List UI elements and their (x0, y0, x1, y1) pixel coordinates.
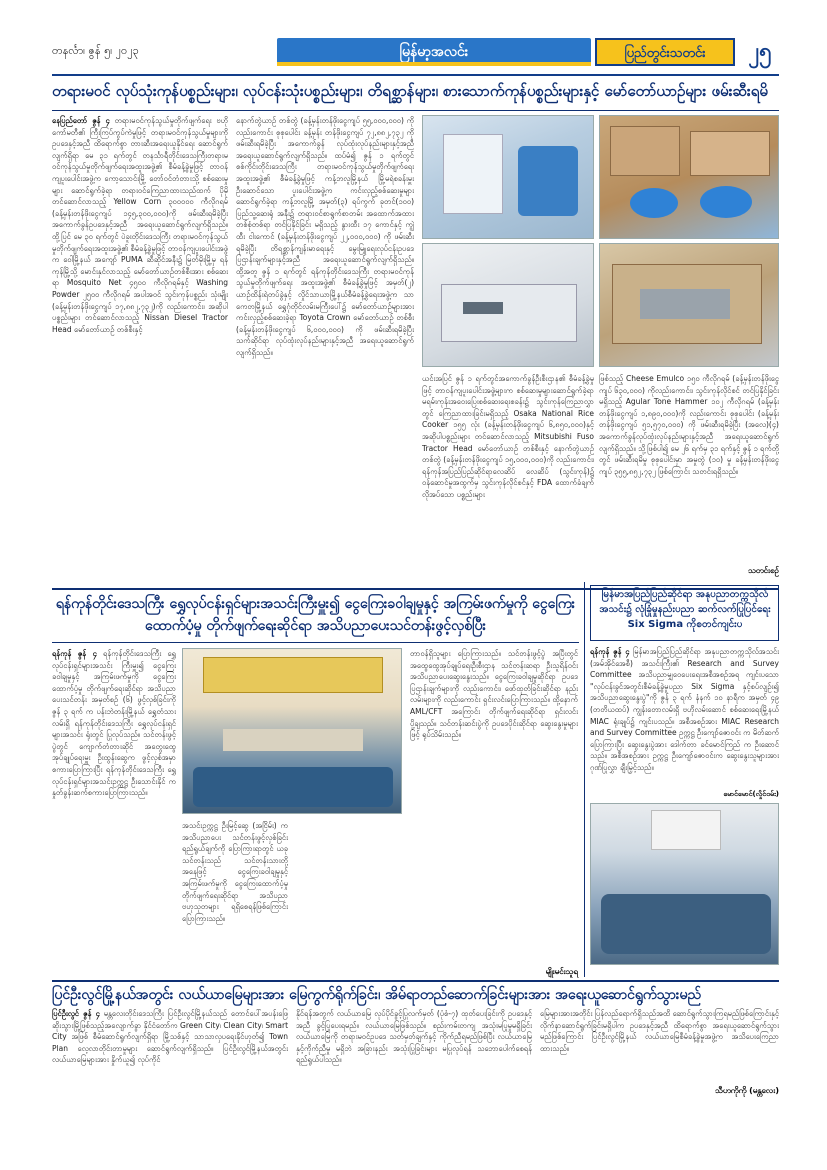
article4-column-3: မြေများအားအတိုင်း ပြန်လည်ရောက်ရှိသည်အထိ ဆောင်ရွက်သွားကြရမည်ဖြစ်ကြောင်းနှင့် လိုက်နာဆောင်ရွက်ခြင်းမရှိပါက ဥပဒေနှင့်အညီ ထိရောက်စွာ အရေးယူဆောင်ရွက်သွားမည်ဖြစ်ကြောင်း ပြင်ဦးလွင်မြို့နယ် လယ်ယာမြေစီမံခန့်ခွဲမှုအဖွဲ့က အသိပေးကြေညာထားသည်။ (540, 1009, 779, 1053)
article4-dateline: ပြင်ဦးလွင် ဇွန် ၄ (52, 1009, 100, 1018)
photo-seized-goods-4 (599, 243, 779, 367)
article2-column-2: အသင်းဥက္ကဋ္ဌ ဦးမြင့်ဆွေ (အငြိမ်း) က အသိပညာပေး သင်တန်းဖွင့်လှစ်ခြင်း ရည်ရွယ်ချက်ကို ပြောကြားရာတွင် ယခုသင်တန်းသည် သင်တန်းသားတို့အနေဖြင့် ငွေကြေးခဝါချမှုနှင့် အကြမ်းဖက်မှုကို ငွေကြေးထောက်ပံ့မှုတိုက်ဖျက်ရေးဆိုင်ရာ အသိပညာဗဟုသုတများ ရရှိစေရန်ဖြစ်ကြောင်း ပြောကြားသည်။ (182, 821, 288, 923)
photo-training-opening (182, 648, 402, 814)
article1-headline: တရားမဝင် လုပ်သုံးကုန်ပစ္စည်းများ၊ လုပ်ငန်းသုံးပစ္စည်းများ၊ တိရစ္ဆာန်များ၊ စားသောက်ကုန်ပစ္စည်းများနှင့် မော်တော်ယာဉ်များ ဖမ်းဆီးရမိ (52, 82, 768, 100)
divider (52, 642, 579, 643)
article4-column-1 (52, 1008, 288, 1118)
photo-seized-goods-1 (422, 115, 594, 239)
article2-byline: မျိုးမင်းသူရ (545, 967, 578, 976)
article4-column-2: နိုင်ရန်အတွက် လယ်ယာမြေ လုပ်ပိုင်ခွင့်ပြုလက်မှတ် (ပုံစံ-၇) ထုတ်ပေးခြင်းကို ဥပဒေနှင့်အညီ ခွင့်ပြုပေးရမည်။ လယ်ယာမြေဖြစ်သည်။ စည်းကမ်းတကျ အသုံးမပြုမှုမရှိခြင်း လယ်ယာမြေကို တရားမဝင်ဥပဒေ သတ်မှတ်ချက်နှင့် ကိုက်ညီရမည်ဖြစ်ပြီး လယ်ယာမြေနှင့်ကိုက်ညီမှု မရှိဘဲ အခြားနည်း အသုံးပြုခြင်းများ မပြုလုပ်ရန် သဘောပေါက်စေရန် ရည်ရွယ်ပါသည်။ (296, 1009, 532, 1065)
article4-headline: ပြင်ဦးလွင်မြို့နယ်အတွင်း လယ်ယာမြေများအား မြေကွက်ရိုက်ခြင်း၊ အိမ်ရာတည်ဆောက်ခြင်းများအား အရေးယူဆောင်ရွက်သွားမည် (52, 987, 702, 1003)
article1-column-3: ယင်းအပြင် ဇွန် ၁ ရက်တွင်အကောက်ခွန်ဦးစီးဌာန၏ စီမံခန့်ခွဲမှုဖြင့် တာဝန်ကျပူးပေါင်းအဖွဲ့များက စစ်ဆေးမှုများဆောင်ရွက်ခဲ့ရာ မရမ်းကုန်းအဝေးပြေးစစ်ဆေးရေးစခန်း၌ သွင်းကုန်ကြေညာလွှာတွင် ကြေညာထားခြင်းမရှိသည့် Osaka National Rice Cooker ၁၅၅ လုံး (ခန့်မှန်းတန်ဖိုးငွေကျပ် ၆,၈၅၀,၀၀၀)နှင့် အဆိုပါပစ္စည်းများ တင်ဆောင်လာသည့် Mitsubishi Fuso Tractor Head မော်တော်ယာဉ် တစ်စီးနှင့် နောက်တွဲယာဉ် တစ်တွဲ (ခန့်မှန်းတန်ဖိုးငွေကျပ် ၁၅,၀၀၀,၀၀၀)ကို လည်းကောင်း၊ ရန်ကုန်အပြည်ပြည်ဆိုင်ရာလေဆိပ် လေဆိပ် (သွင်းကုန်)၌ ဝန်ဆောင်မှုအထွက်မှ သွင်းကုန်လိုင်စင်နှင့် FDA ထောက်ခံချက် လိုအပ်သော ပစ္စည်းများ (422, 374, 594, 499)
photo-seized-goods-3 (422, 243, 594, 367)
page-number: ၂၅ (748, 39, 772, 64)
section-label: ပြည်တွင်းသတင်း (595, 38, 735, 66)
article3-text: မြန်မာအပြည်ပြည်ဆိုင်ရာ အနုပညာတက္ကသိုလ်အသင်း (အမ်အိုင်အေစီ) အသင်းကြီး၏ Research and Survey Committee အသိပညာမျှဝေပေးရေးအစီအစဉ်အရ ကျင်းပသော "လုပ်ငန်းခွင်အတွင်းစီမံခန့်ခွဲမှုပညာ Six Sigma နှင့်စပ်လျဉ်း၍ အသိပညာဆွေးနွေးပွဲ"ကို ဇွန် ၃ ရက် နံနက် ၁၀ နာရီက အမှတ် ၄၉ (တတိယထပ်) ကျွန်းတောလမ်းရှိ ဗဟိုလမ်းဆောင် စစ်ဆေးရေးမြို့နယ် MIAC ရုံးချုပ်၌ ကျင်းပသည်။ အစီအစဉ်အား MIAC Research and Survey Committee ဥက္ကဋ္ဌ ဦးကျော်ဇောဝင်း က မိတ်ဆက်ပြောကြားပြီး ဆွေးနွေးပွဲအား ဒေါက်တာ ခင်မောင်ကြည် က ဦးဆောင်သည်။ အစီအစဉ်အား ဥက္ကဋ္ဌ ဦးကျော်ဇောဝင်းက ဆွေးနွေးသူများအား ဂုဏ်ပြုလွှာ ချီးမြှင့်သည်။ (590, 647, 779, 772)
issue-date: တနင်္လာ၊ ဇွန် ၅၊ ၂၀၂၃ (52, 44, 139, 57)
article3-body (590, 646, 779, 796)
article2-column-3: တာဝန်ရှိသူများ ပြောကြားသည်။ သင်တန်းဖွင့်ပွဲ အပြီးတွင် အထွေထွေအုပ်ချုပ်ရေးဦးစီးဌာန သင်တန်းဆရာ ဦးသူရိန်ဝင်း အသိပညာပေးဆွေးနွေးသည်။ ငွေကြေးခဝါချမှုဆိုင်ရာ ဥပဒေပြဌာန်းချက်များကို လည်းကောင်း၊ ဖော်ထုတ်ခြင်းဆိုင်ရာ နည်းလမ်းများကို လည်းကောင်း ရှင်းလင်းပြောကြားသည်။ ထို့နောက် AML/CFT အကြောင်း တိုက်ဖျက်ရေးဆိုင်ရာ ရှင်းလင်းပို့ချသည်။ သင်တန်းဆင်းပွဲကို ဥပဒေပိုင်းဆိုင်ရာ ဆွေးနွေးမှုများဖြင့် ရုပ်သိမ်းသည်။ (410, 649, 578, 740)
divider (52, 110, 779, 111)
article3-dateline: ရန်ကုန် ဇွန် ၄ (590, 647, 630, 656)
header-rule (52, 74, 779, 76)
article1-dateline: နေပြည်တော် ဇွန် ၄ (52, 116, 110, 125)
vertical-divider (584, 582, 585, 977)
divider (52, 980, 779, 982)
masthead-stripe (277, 62, 591, 66)
article3-headline: မြန်မာအပြည်ပြည်ဆိုင်ရာ အနုပညာတက္ကသိုလ်အသင်း၌ လုံခြုံမှုနည်းပညာ ဆက်လက်ပြုပြင်ရေး Six Sigma ကိုစတင်ကျင်းပ (599, 589, 771, 630)
photo-six-sigma-session (590, 803, 779, 965)
article1-text-1: တရားမဝင်ကုန်သွယ်မှုတိုက်ဖျက်ရေး ဗဟိုကော်မတီ၏ ကြီးကြပ်ကွပ်ကဲမှုဖြင့် တရားမဝင်ကုန်သွယ်မှုများကို ဥပဒေနှင့်အညီ ထိရောက်စွာ တားဆီးအရေးယူနိုင်ရေး ဆောင်ရွက်လျက်ရှိရာ မေ ၃၁ ရက်တွင် တနင်္သာရီတိုင်းဒေသကြီးတရားမဝင်ကုန်သွယ်မှုတိုက်ဖျက်ရေးအထူးအဖွဲ့၏ စီမံခန့်ခွဲမှုဖြင့် တာဝန်ကျပူးပေါင်းအဖွဲ့က ကော့သောင်းမြို့ တော်ဝင်တံတားသို့ စစ်ဆေးမှုများ ဆောင်ရွက်ခဲ့ရာ တရားဝင်ကြေညာထားသည်ထက် ပိုမိုတင်ဆောင်လာသည့် Yellow Corn ၃၀၀၀၀၀ ကီလိုဂရမ် (ခန့်မှန်းတန်ဖိုးငွေကျပ် ၁၄၅,၃၀၀,၀၀၀)ကို ဖမ်းဆီးရမိခဲ့ပြီး အကောက်ခွန်ဥပဒေနှင့်အညီ အရေးယူဆောင်ရွက်လျက်ရှိသည်။ ထို့ပြင် မေ ၃၀ ရက်တွင် ပဲခူးတိုင်းဒေသကြီး တရားမဝင်ကုန်သွယ်မှုတိုက်ဖျက်ရေးအထူးအဖွဲ့၏ စီမံခန့်ခွဲမှုဖြင့် တာဝန်ကျပူးပေါင်းအဖွဲ့က ဝေါမြို့နယ် အကျော် PUMA ဆီဆိုင်အနီး၌ မြတ်မိုးမြို့မှ ရန်ကုန်မြို့သို့ မောင်းနှင်လာသည့် မော်တော်ယာဉ်တစ်စီးအား စစ်ဆေးရာ Mosquito Net ၄၅၀၀ ကီလိုဂရမ်နှင့် Washing Powder ၂၅၀၀ ကီလိုဂရမ် အပါအဝင် သွင်းကုန်ပစ္စည်း သုံးမျိုး (ခန့်မှန်းတန်ဖိုးငွေကျပ် ၁၇,၈၈၂,၇၃၂)ကို လည်းကောင်း၊ အဆိုပါပစ္စည်းများ တင်ဆောင်လာသည့် Nissan Diesel Tractor Head မော်တော်ယာဉ် တစ်စီးနှင့် (52, 116, 228, 334)
article2-text-1: ရန်ကုန်တိုင်းဒေသကြီး ရွှေလုပ်ငန်းရှင်များအသင်း ကြီးမှူး၍ ငွေကြေးခဝါချမှုနှင့် အကြမ်းဖက်မှုကို ငွေကြေးထောက်ပံ့မှု တိုက်ဖျက်ရေးဆိုင်ရာ အသိပညာပေးသင်တန်း အမှတ်စဉ် (၆) ဖွင့်လှစ်ခြင်းကို ဇွန် ၃ ရက် က ပန်းဘဲတန်းမြို့နယ် ရွှေတံသား လမ်းရှိ ရန်ကုန်တိုင်းဒေသကြီး ရွှေလုပ်ငန်းရှင်များအသင်း ရုံးတွင် ပြုလုပ်သည်။ သင်တန်းဖွင့်ပွဲတွင် ကျောက်တံတားဆိုင် အတွေးထွေအုပ်ချုပ်ရေးမှူး ဦးထွန်းဆွေက ဖွင့်လှစ်အမှာစကားပြောကြားပြီး ရန်ကုန်တိုင်းဒေသကြီး ရွှေလုပ်ငန်းရှင်များအသင်းဥက္ကဋ္ဌ ဦးသောင်းနိုင် က နှုတ်ခွန်းဆက်စကားပြောကြားသည်။ (52, 649, 176, 798)
masthead: မြန်မာ့အလင်း (277, 38, 591, 66)
article1-byline: သတင်းစဉ် (748, 566, 779, 575)
article4-text-1: မန္တလေးတိုင်းဒေသကြီး ပြင်ဦးလွင်မြို့နယ်သည် တောင်ပေါ်အပန်းဖြေဆိုးသွားမြို့ဖြစ်သည့်အလျောက်ခွာ နိုင်ငံတော်က Green City၊ Clean City၊ Smart City အဖြစ် စီမံဆောင်ရွက်လျက်ရှိရာ မြို့သစ်နှင့် သာသာလှပရေးနိုင်ဟုတ်၍ Town Plan လေ့လာတိုင်းတာမှုများ ဆောင်ရွက်လျက်ရှိသည်။ ပြင်ဦးလွင်မြို့နယ်အတွင်း လယ်ယာမြေများအား နှိုက်ယူ၍ လုပ်ကိုင် (52, 1009, 288, 1065)
article2-column-1 (52, 648, 176, 978)
article2-column-2b (296, 820, 402, 978)
article1-column-1 (52, 115, 228, 585)
article3-byline: မောင်မောင်(လှိုင်ဝမ်း) (723, 790, 779, 798)
article4-byline: သီဟကိုကို (မန္တလေး) (715, 1086, 779, 1095)
article1-column-2: နောက်တွဲယာဉ် တစ်တွဲ (ခန့်မှန်းတန်ဖိုးငွေကျပ် ၅၅,၀၀၀,၀၀၀) ကိုလည်းကောင်း စုစုပေါင်း ခန့်မှန်း တန်ဖိုးငွေကျပ် ၇၂,၈၈၂,၇၃၂ ကို ဖမ်းဆီးရမိခဲ့ပြီး အကောက်ခွန် လုပ်ထုံးလုပ်နည်းများနှင့်အညီ အရေးယူဆောင်ရွက်လျက်ရှိသည်။ ထပ်မံ၍ ဇွန် ၁ ရက်တွင် စစ်ကိုင်းတိုင်းဒေသကြီး တရားမဝင်ကုန်သွယ်မှုတိုက်ဖျက်ရေး အထူးအဖွဲ့၏ စီမံခန့်ခွဲမှုဖြင့် ကန့်ဘလူမြို့နယ် မြို့မရဲစခန်းမှူး ဦးဆောင်သော ပူးပေါင်းအဖွဲ့က ကင်းလှည့်စစ်ဆေးမှုများ ဆောင်ရွက်ခဲ့ရာ ကန့်ဘလူမြို့ အမှတ်(၃) ရပ်ကွက် ခုတင်(၁၀၀) ပြည်သူ့ဆေးရုံ အနီး၌ တရားဝင်စာရွက်စာတမ်း အထောက်အထား တစ်စုံတစ်ရာ တင်ပြနိုင်ခြင်း မရှိသည့် နွားထီး ၁၇ ကောင်နှင့် ကျွဲထီး ငါးကောင် (ခန့်မှန်းတန်ဖိုးငွေကျပ် ၂၂,၀၀၀,၀၀၀) ကို ဖမ်းဆီးရမိခဲ့ပြီး တိရစ္ဆာန်ကျန်းမာရေးနှင့် မွေးမြူရေးလုပ်ငန်းဥပဒေပြဌာန်းချက်များနှင့်အညီ အရေးယူဆောင်ရွက်လျက်ရှိသည်။ ထို့အတူ ဇွန် ၁ ရက်တွင် ရန်ကုန်တိုင်းဒေသကြီး တရားမဝင်ကုန်သွယ်မှုတိုက်ဖျက်ရေး အထူးအဖွဲ့၏ စီမံခန့်ခွဲမှုဖြင့် အမှတ်(၂) ယာဉ်ထိန်းရဲတပ်ခွဲနှင့် လှိုင်သာယာမြို့နယ်စီမံခန့်ခွဲရေးအဖွဲ့က သာကေတမြို့နယ် ရွှေဂုံတိုင်လမ်းမကြီးပေါ်၌ မော်တော်ယာဉ်များအား ကင်းလှည့်စစ်ဆေးခဲ့ရာ Toyota Crown မော်တော်ယာဉ် တစ်စီး (ခန့်မှန်းတန်ဖိုးငွေကျပ် ၆,၀၀၀,၀၀၀) ကို ဖမ်းဆီးရမိခဲ့ပြီး သက်ဆိုင်ရာ လုပ်ထုံးလုပ်နည်းများနှင့်အညီ အရေးယူဆောင်ရွက်လျက်ရှိသည်။ (236, 116, 414, 357)
article2-headline: ရန်ကုန်တိုင်းဒေသကြီး ရွှေလုပ်ငန်းရှင်များအသင်းကြီးမှူး၍ ငွေကြေးခဝါချမှုနှင့် အကြမ်းဖက်မှုကို ငွေကြေးထောက်ပံ့မှု တိုက်ဖျက်ရေးဆိုင်ရာ အသိပညာပေးသင်တန်းဖွင့်လှစ်ပြီး (55, 596, 576, 634)
article1-column-4: ဖြစ်သည့် Cheese Emulco ၁၅၀ ကီလိုဂရမ် (ခန့်မှန်းတန်ဖိုးငွေကျပ် ၆၃၀,၀၀၀) ကိုလည်းကောင်း၊ သွင်းကုန်လိုင်စင် တင်ပြနိုင်ခြင်း မရှိသည့် Agular Tone Hammer ၁၀၂ ကီလိုဂရမ် (ခန့်မှန်းတန်ဖိုးငွေကျပ် ၁,၈၉၀,၀၀၀)ကို လည်းကောင်း စုစုပေါင်း (ခန့်မှန်းတန်ဖိုးငွေကျပ် ၅၁,၅၇၀,၀၀၀) ကို ဖမ်းဆီးရမိခဲ့ပြီး (အလေ)(၄) အကောက်ခွန်လုပ်ထုံးလုပ်နည်းများနှင့်အညီ အရေးယူဆောင်ရွက်လျက်ရှိသည်။ သို့ဖြစ်ပါ၍ မေ ၂၆ ရက်မှ ၃၁ ရက်နှင့် ဇွန် ၁ ရက်တို့တွင် ဖမ်းဆီးရမိမှု စုစုပေါင်းမှာ အမှုတွဲ (၁၀) မှု ခန့်မှန်းတန်ဖိုးငွေကျပ် ၃၅၅,၈၅၂,၇၃၂ ဖြစ်ကြောင်း သတင်းရရှိသည်။ (599, 374, 779, 476)
article2-dateline: ရန်ကုန် ဇွန် ၄ (52, 649, 97, 658)
photo-seized-goods-2 (599, 115, 779, 239)
